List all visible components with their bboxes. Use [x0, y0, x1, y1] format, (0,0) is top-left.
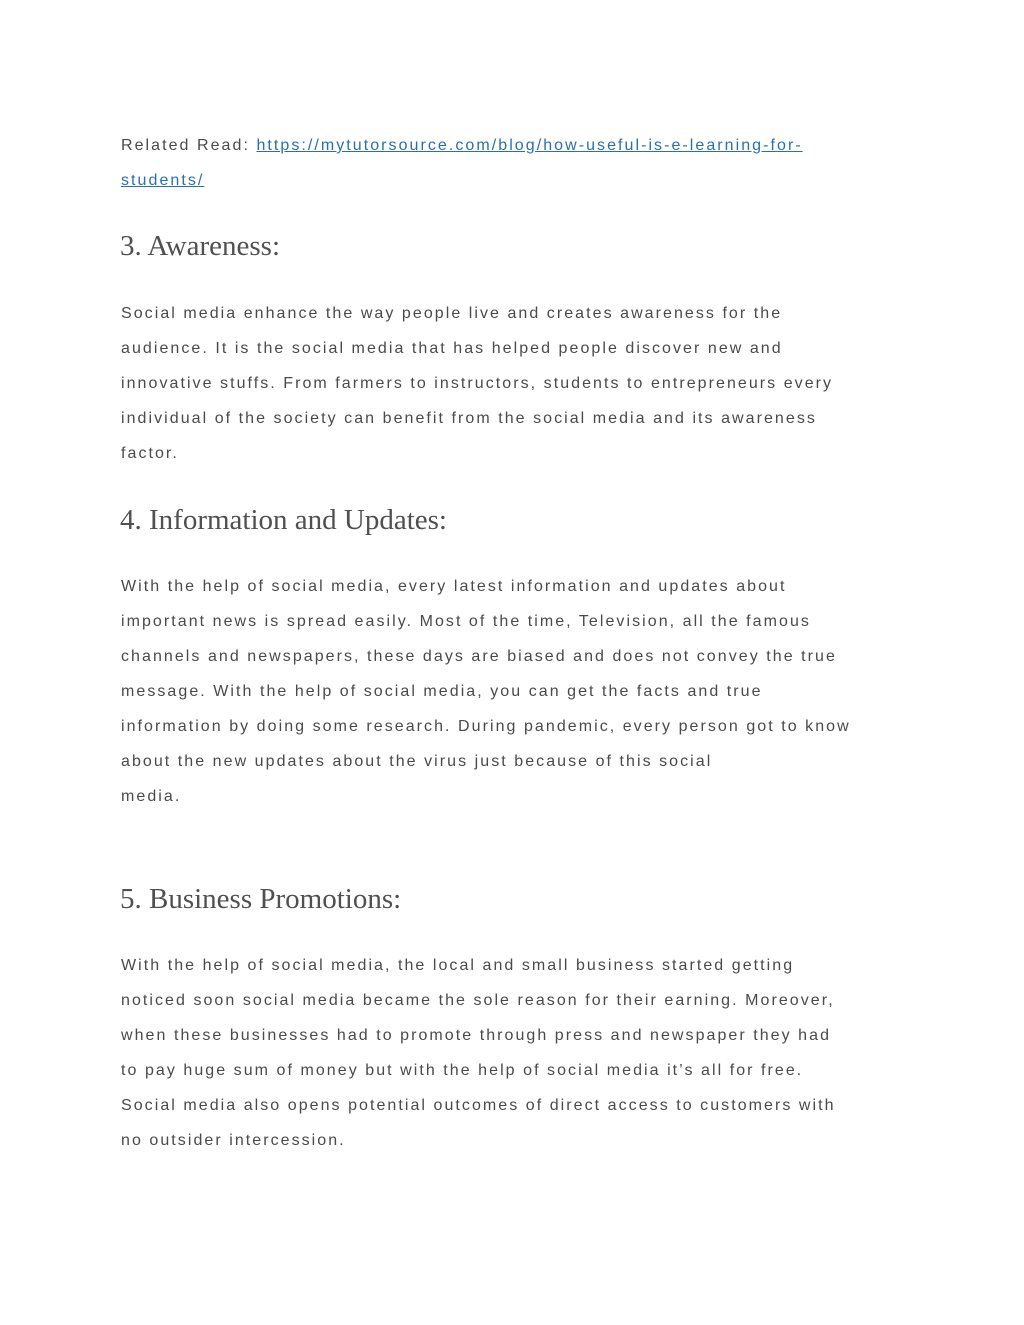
awareness-paragraph-line: innovative stuffs. From farmers to instructors, students to entrepreneurs every — [121, 375, 834, 392]
section-heading-business-promotions: 5. Business Promotions: — [120, 883, 402, 915]
information-paragraph-line: information by doing some research. During pandemic, every person got to know — [121, 718, 851, 735]
business-paragraph-line: Social media also opens potential outcomes of direct access to customers with — [121, 1097, 836, 1114]
business-paragraph-line: With the help of social media, the local and small business started getting — [121, 957, 795, 974]
related-read-link[interactable]: https://mytutorsource.com/blog/how-useful-is-e-learning-for- — [256, 137, 803, 154]
information-paragraph-line: important news is spread easily. Most of the time, Television, all the famous — [121, 613, 811, 630]
awareness-paragraph-line: factor. — [121, 445, 179, 462]
related-read-link-part2[interactable]: students/ — [121, 172, 205, 189]
information-paragraph-line: With the help of social media, every latest information and updates about — [121, 578, 787, 595]
related-read-label: Related Read: — [121, 137, 257, 154]
business-paragraph-line: when these businesses had to promote through press and newspaper they had — [121, 1027, 832, 1044]
section-heading-awareness: 3. Awareness: — [120, 230, 281, 262]
awareness-paragraph-line: Social media enhance the way people live and creates awareness for the — [121, 305, 783, 322]
business-paragraph-line: no outsider intercession. — [121, 1132, 346, 1149]
section-heading-information-updates: 4. Information and Updates: — [120, 504, 447, 536]
related-read-link-continuation — [121, 171, 204, 191]
information-paragraph-line: message. With the help of social media, you can get the facts and true — [121, 683, 763, 700]
business-paragraph-line: to pay huge sum of money but with the help of social media it’s all for free. — [121, 1062, 804, 1079]
information-paragraph-line: media. — [121, 788, 182, 805]
information-paragraph-line: about the new updates about the virus just because of this social — [121, 753, 713, 770]
related-read-line — [121, 136, 803, 156]
business-paragraph-line: noticed soon social media became the sole reason for their earning. Moreover, — [121, 992, 835, 1009]
awareness-paragraph-line: audience. It is the social media that has helped people discover new and — [121, 340, 783, 357]
awareness-paragraph-line: individual of the society can benefit from the social media and its awareness — [121, 410, 817, 427]
information-paragraph-line: channels and newspapers, these days are biased and does not convey the true — [121, 648, 837, 665]
